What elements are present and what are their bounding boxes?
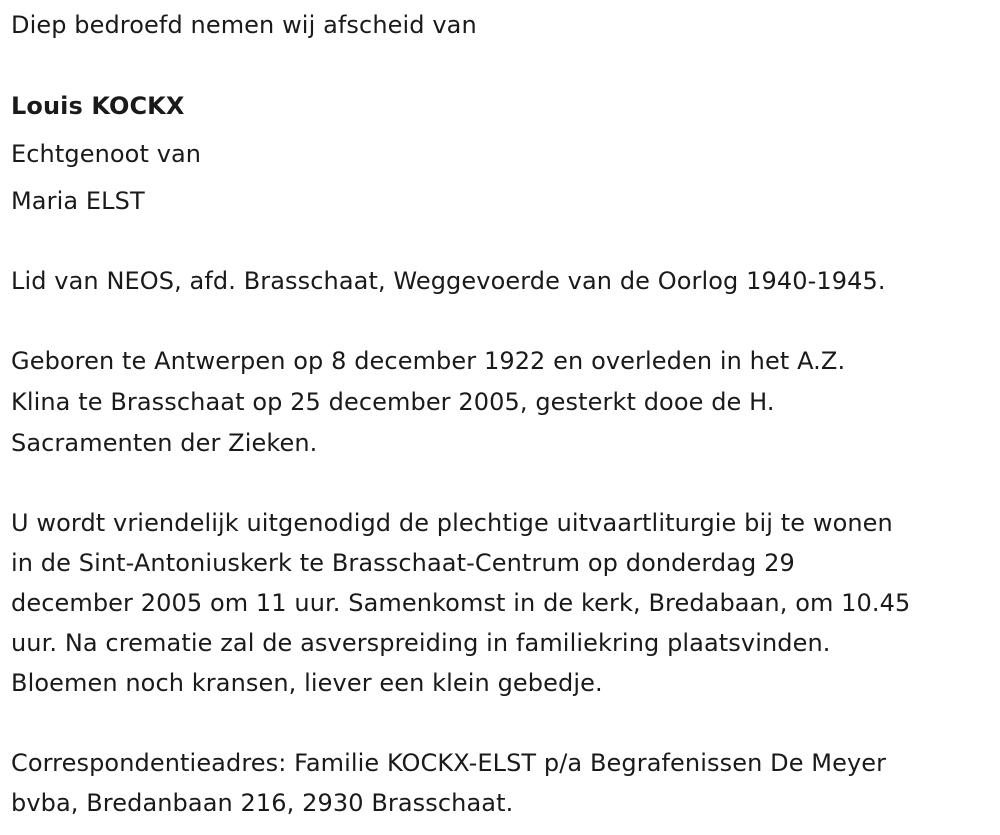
ceremony-line: Bloemen noch kransen, liever een klein gebedje.	[11, 669, 603, 697]
birth-death-line: Sacramenten der Zieken.	[11, 429, 318, 457]
birth-death-line: Klina te Brasschaat op 25 december 2005, gesterkt dooe de H.	[11, 388, 775, 416]
ceremony-line: in de Sint-Antoniuskerk te Brasschaat-Centrum op donderdag 29	[11, 549, 795, 577]
correspondence-line: Correspondentieadres: Familie KOCKX-ELST p/a Begrafenissen De Meyer	[11, 749, 887, 777]
relation-text: Echtgenoot van	[11, 140, 202, 168]
ceremony-line: U wordt vriendelijk uitgenodigd de plechtige uitvaartliturgie bij te wonen	[11, 509, 893, 537]
deceased-name: Louis KOCKX	[11, 92, 185, 120]
birth-death-line: Geboren te Antwerpen op 8 december 1922 en overleden in het A.Z.	[11, 347, 846, 375]
intro-text: Diep bedroefd nemen wij afscheid van	[11, 11, 477, 39]
membership-text: Lid van NEOS, afd. Brasschaat, Weggevoerde van de Oorlog 1940-1945.	[11, 267, 886, 295]
spouse-name: Maria ELST	[11, 187, 145, 215]
ceremony-line: december 2005 om 11 uur. Samenkomst in de kerk, Bredabaan, om 10.45	[11, 589, 911, 617]
correspondence-line: bvba, Bredanbaan 216, 2930 Brasschaat.	[11, 789, 514, 817]
ceremony-line: uur. Na crematie zal de asverspreiding in familiekring plaatsvinden.	[11, 629, 831, 657]
